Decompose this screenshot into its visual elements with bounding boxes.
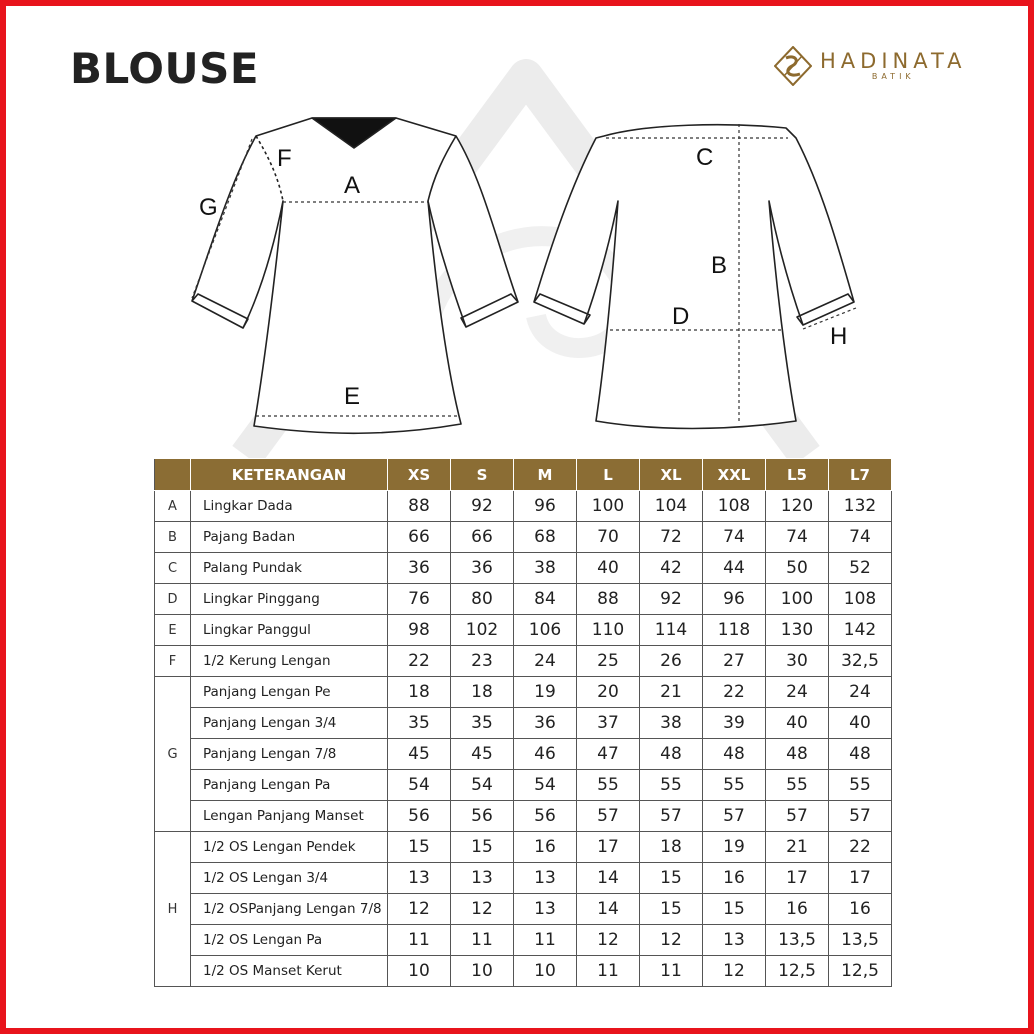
table-row [155, 553, 892, 584]
size-value-cell: 35 [451, 708, 514, 739]
size-value-cell: 44 [703, 553, 766, 584]
size-value-cell: 130 [766, 615, 829, 646]
size-value-cell: 11 [640, 956, 703, 987]
size-value-cell: 56 [514, 801, 577, 832]
size-value-cell: 12,5 [766, 956, 829, 987]
size-value-cell: 17 [766, 863, 829, 894]
size-value-cell: 13,5 [766, 925, 829, 956]
size-value-cell: 84 [514, 584, 577, 615]
size-value-cell: 100 [766, 584, 829, 615]
size-value-cell: 15 [388, 832, 451, 863]
size-value-cell: 32,5 [829, 646, 892, 677]
row-code-cell: E [155, 615, 191, 646]
size-value-cell: 15 [640, 894, 703, 925]
size-value-cell: 88 [388, 491, 451, 522]
size-value-cell: 16 [703, 863, 766, 894]
label-c: C [696, 144, 714, 171]
size-value-cell: 96 [703, 584, 766, 615]
size-value-cell: 48 [703, 739, 766, 770]
size-value-cell: 26 [640, 646, 703, 677]
table-row [155, 646, 892, 677]
size-value-cell: 23 [451, 646, 514, 677]
table-row [155, 801, 892, 832]
size-value-cell: 36 [514, 708, 577, 739]
size-value-cell: 72 [640, 522, 703, 553]
table-header-row [155, 459, 892, 491]
blouse-back [534, 125, 854, 429]
size-value-cell: 74 [829, 522, 892, 553]
size-value-cell: 40 [577, 553, 640, 584]
size-value-cell: 16 [514, 832, 577, 863]
page-title: BLOUSE [70, 44, 260, 93]
size-value-cell: 10 [451, 956, 514, 987]
row-label-cell: Lengan Panjang Manset [191, 801, 388, 832]
size-value-cell: 38 [640, 708, 703, 739]
size-value-cell: 45 [451, 739, 514, 770]
size-value-cell: 11 [388, 925, 451, 956]
size-value-cell: 12 [640, 925, 703, 956]
header-cell: L [577, 459, 640, 491]
size-value-cell: 55 [829, 770, 892, 801]
size-value-cell: 13,5 [829, 925, 892, 956]
size-value-cell: 74 [766, 522, 829, 553]
size-value-cell: 100 [577, 491, 640, 522]
size-value-cell: 40 [829, 708, 892, 739]
row-label-cell: Lingkar Panggul [191, 615, 388, 646]
table-row [155, 708, 892, 739]
row-label-cell: Lingkar Pinggang [191, 584, 388, 615]
size-value-cell: 45 [388, 739, 451, 770]
size-table [154, 458, 892, 987]
size-value-cell: 14 [577, 863, 640, 894]
header-cell: XL [640, 459, 703, 491]
label-a: A [344, 172, 361, 199]
size-value-cell: 66 [388, 522, 451, 553]
size-value-cell: 108 [829, 584, 892, 615]
size-value-cell: 110 [577, 615, 640, 646]
size-value-cell: 17 [829, 863, 892, 894]
size-value-cell: 70 [577, 522, 640, 553]
size-value-cell: 21 [640, 677, 703, 708]
size-value-cell: 56 [388, 801, 451, 832]
row-code-cell: G [155, 677, 191, 832]
size-value-cell: 27 [703, 646, 766, 677]
size-value-cell: 30 [766, 646, 829, 677]
table-row [155, 863, 892, 894]
size-value-cell: 20 [577, 677, 640, 708]
size-value-cell: 18 [451, 677, 514, 708]
size-value-cell: 98 [388, 615, 451, 646]
table-row [155, 956, 892, 987]
size-value-cell: 24 [829, 677, 892, 708]
row-label-cell: Panjang Lengan 7/8 [191, 739, 388, 770]
size-value-cell: 12 [451, 894, 514, 925]
size-value-cell: 42 [640, 553, 703, 584]
size-value-cell: 22 [829, 832, 892, 863]
size-value-cell: 12 [388, 894, 451, 925]
size-value-cell: 55 [703, 770, 766, 801]
size-value-cell: 52 [829, 553, 892, 584]
size-value-cell: 10 [388, 956, 451, 987]
size-value-cell: 68 [514, 522, 577, 553]
size-value-cell: 80 [451, 584, 514, 615]
row-code-cell: D [155, 584, 191, 615]
size-value-cell: 15 [451, 832, 514, 863]
table-body [155, 491, 892, 987]
size-value-cell: 76 [388, 584, 451, 615]
size-value-cell: 88 [577, 584, 640, 615]
size-value-cell: 37 [577, 708, 640, 739]
size-value-cell: 55 [577, 770, 640, 801]
size-value-cell: 22 [388, 646, 451, 677]
blouse-diagram [6, 6, 1034, 446]
table-row [155, 584, 892, 615]
size-value-cell: 13 [703, 925, 766, 956]
size-value-cell: 11 [577, 956, 640, 987]
size-value-cell: 22 [703, 677, 766, 708]
size-value-cell: 118 [703, 615, 766, 646]
label-h: H [830, 323, 848, 350]
size-value-cell: 12 [703, 956, 766, 987]
size-value-cell: 18 [388, 677, 451, 708]
header-cell-code [155, 459, 191, 491]
table-row [155, 739, 892, 770]
size-value-cell: 24 [766, 677, 829, 708]
row-label-cell: 1/2 OS Lengan 3/4 [191, 863, 388, 894]
size-value-cell: 55 [640, 770, 703, 801]
size-value-cell: 36 [451, 553, 514, 584]
size-value-cell: 16 [766, 894, 829, 925]
size-value-cell: 11 [514, 925, 577, 956]
size-value-cell: 36 [388, 553, 451, 584]
size-value-cell: 25 [577, 646, 640, 677]
row-label-cell: Palang Pundak [191, 553, 388, 584]
size-value-cell: 18 [640, 832, 703, 863]
size-value-cell: 38 [514, 553, 577, 584]
row-code-cell: H [155, 832, 191, 987]
row-label-cell: Panjang Lengan 3/4 [191, 708, 388, 739]
size-value-cell: 19 [703, 832, 766, 863]
size-value-cell: 114 [640, 615, 703, 646]
size-value-cell: 57 [577, 801, 640, 832]
size-value-cell: 15 [703, 894, 766, 925]
table-row [155, 894, 892, 925]
size-value-cell: 13 [388, 863, 451, 894]
size-value-cell: 54 [388, 770, 451, 801]
size-value-cell: 21 [766, 832, 829, 863]
size-value-cell: 92 [451, 491, 514, 522]
size-value-cell: 16 [829, 894, 892, 925]
size-value-cell: 12,5 [829, 956, 892, 987]
size-value-cell: 39 [703, 708, 766, 739]
size-value-cell: 142 [829, 615, 892, 646]
size-value-cell: 14 [577, 894, 640, 925]
row-label-cell: 1/2 OSPanjang Lengan 7/8 [191, 894, 388, 925]
size-value-cell: 35 [388, 708, 451, 739]
size-value-cell: 57 [766, 801, 829, 832]
size-value-cell: 120 [766, 491, 829, 522]
size-value-cell: 54 [451, 770, 514, 801]
row-label-cell: Panjang Lengan Pe [191, 677, 388, 708]
row-label-cell: Pajang Badan [191, 522, 388, 553]
size-value-cell: 92 [640, 584, 703, 615]
row-label-cell: Lingkar Dada [191, 491, 388, 522]
header-cell: L7 [829, 459, 892, 491]
header-cell: S [451, 459, 514, 491]
row-label-cell: 1/2 OS Manset Kerut [191, 956, 388, 987]
brand-name: HADINATA [820, 49, 967, 73]
row-label-cell: Panjang Lengan Pa [191, 770, 388, 801]
label-g: G [199, 194, 218, 221]
row-code-cell: A [155, 491, 191, 522]
size-value-cell: 106 [514, 615, 577, 646]
table-row [155, 925, 892, 956]
size-value-cell: 108 [703, 491, 766, 522]
size-value-cell: 48 [640, 739, 703, 770]
size-value-cell: 50 [766, 553, 829, 584]
size-value-cell: 48 [829, 739, 892, 770]
size-value-cell: 48 [766, 739, 829, 770]
size-value-cell: 11 [451, 925, 514, 956]
table-row [155, 491, 892, 522]
size-value-cell: 74 [703, 522, 766, 553]
size-value-cell: 10 [514, 956, 577, 987]
size-value-cell: 24 [514, 646, 577, 677]
header-cell: XXL [703, 459, 766, 491]
size-value-cell: 46 [514, 739, 577, 770]
size-value-cell: 15 [640, 863, 703, 894]
size-value-cell: 96 [514, 491, 577, 522]
table-row [155, 832, 892, 863]
size-value-cell: 13 [514, 894, 577, 925]
table-row [155, 522, 892, 553]
size-value-cell: 104 [640, 491, 703, 522]
size-value-cell: 17 [577, 832, 640, 863]
size-value-cell: 54 [514, 770, 577, 801]
size-value-cell: 19 [514, 677, 577, 708]
size-value-cell: 57 [640, 801, 703, 832]
table-row [155, 677, 892, 708]
size-value-cell: 40 [766, 708, 829, 739]
size-value-cell: 102 [451, 615, 514, 646]
row-label-cell: 1/2 Kerung Lengan [191, 646, 388, 677]
size-value-cell: 132 [829, 491, 892, 522]
size-value-cell: 66 [451, 522, 514, 553]
size-value-cell: 56 [451, 801, 514, 832]
label-d: D [672, 303, 690, 330]
size-value-cell: 13 [451, 863, 514, 894]
header-cell: XS [388, 459, 451, 491]
header-cell: L5 [766, 459, 829, 491]
size-value-cell: 47 [577, 739, 640, 770]
row-code-cell: F [155, 646, 191, 677]
table-row [155, 615, 892, 646]
size-value-cell: 57 [703, 801, 766, 832]
row-label-cell: 1/2 OS Lengan Pendek [191, 832, 388, 863]
brand-subtitle: BATIK [871, 72, 915, 81]
label-b: B [711, 252, 728, 279]
size-value-cell: 55 [766, 770, 829, 801]
row-code-cell: C [155, 553, 191, 584]
row-label-cell: 1/2 OS Lengan Pa [191, 925, 388, 956]
header-cell: M [514, 459, 577, 491]
label-f: F [277, 145, 292, 172]
row-code-cell: B [155, 522, 191, 553]
size-value-cell: 13 [514, 863, 577, 894]
size-value-cell: 57 [829, 801, 892, 832]
header-cell: KETERANGAN [191, 459, 388, 491]
table-row [155, 770, 892, 801]
size-value-cell: 12 [577, 925, 640, 956]
label-e: E [344, 383, 361, 410]
